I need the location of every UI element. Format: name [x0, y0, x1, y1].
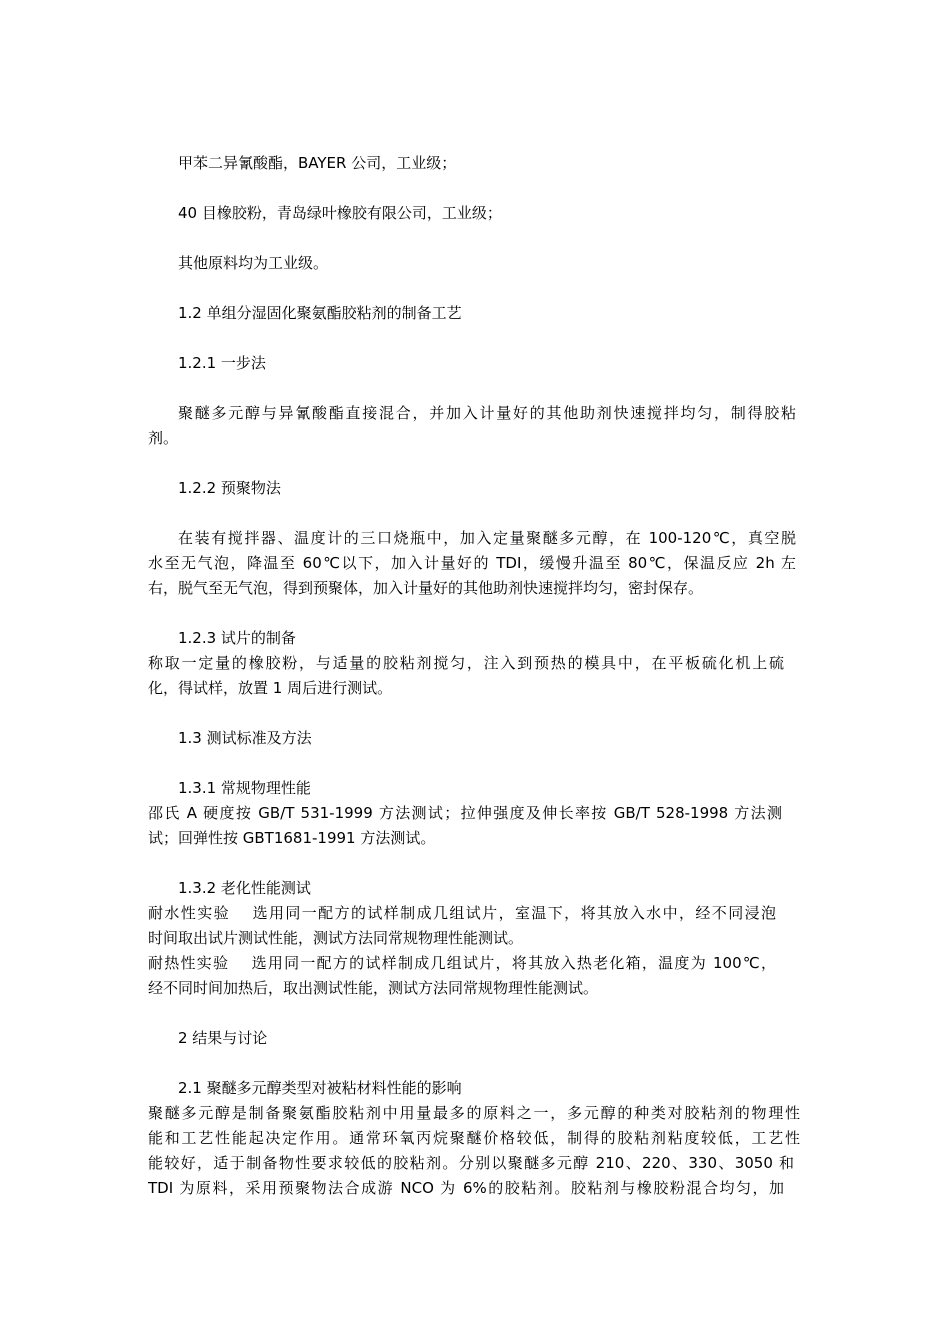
paragraph-line: 时间取出试片测试性能，测试方法同常规物理性能测试。 — [148, 929, 524, 947]
paragraph-line: 化，得试样，放置 1 周后进行测试。 — [148, 679, 393, 697]
paragraph-line: 聚醚多元醇与异氰酸酯直接混合，并加入计量好的其他助剂快速搅拌均匀，制得胶粘 — [178, 404, 796, 422]
subsection-heading: 1.2.1 一步法 — [178, 354, 266, 372]
subsection-heading: 2.1 聚醚多元醇类型对被粘材料性能的影响 — [178, 1079, 462, 1097]
paragraph-line: 邵氏 A 硬度按 GB/T 531-1999 方法测试；拉伸强度及伸长率按 GB/T 528-1998 方法测 — [148, 804, 782, 822]
paragraph-line: 聚醚多元醇是制备聚氨酯胶粘剂中用量最多的原料之一，多元醇的种类对胶粘剂的物理性 — [148, 1104, 800, 1122]
section-heading: 1.2 单组分湿固化聚氨酯胶粘剂的制备工艺 — [178, 304, 462, 322]
subsection-heading: 1.3.2 老化性能测试 — [178, 879, 311, 897]
paragraph-line: 经不同时间加热后，取出测试性能，测试方法同常规物理性能测试。 — [148, 979, 599, 997]
paragraph-line: 能和工艺性能起决定作用。通常环氧丙烷聚醚价格较低，制得的胶粘剂粘度较低，工艺性 — [148, 1129, 800, 1147]
paragraph-line: 剂。 — [148, 429, 179, 447]
paragraph-line: TDI 为原料，采用预聚物法合成游 NCO 为 6%的胶粘剂。胶粘剂与橡胶粉混合均匀，加 — [148, 1179, 784, 1197]
section-heading: 1.3 测试标准及方法 — [178, 729, 312, 747]
subsection-heading: 1.2.3 试片的制备 — [178, 629, 296, 647]
paragraph-line: 耐热性实验 选用同一配方的试样制成几组试片，将其放入热老化箱，温度为 100℃， — [148, 954, 776, 972]
paragraph-line: 称取一定量的橡胶粉，与适量的胶粘剂搅匀，注入到预热的模具中，在平板硫化机上硫 — [148, 654, 784, 672]
paragraph-line: 右，脱气至无气泡，得到预聚体，加入计量好的其他助剂快速搅拌均匀，密封保存。 — [148, 579, 704, 597]
text-line: 40 目橡胶粉，青岛绿叶橡胶有限公司，工业级； — [178, 204, 502, 222]
paragraph-line: 试；回弹性按 GBT1681-1991 方法测试。 — [148, 829, 436, 847]
text-line: 甲苯二异氰酸酯，BAYER 公司，工业级； — [178, 154, 457, 172]
text-line: 其他原料均为工业级。 — [178, 254, 329, 272]
paragraph-line: 耐水性实验 选用同一配方的试样制成几组试片，室温下，将其放入水中，经不同浸泡 — [148, 904, 776, 922]
subsection-heading: 1.2.2 预聚物法 — [178, 479, 281, 497]
paragraph-line: 水至无气泡，降温至 60℃以下，加入计量好的 TDI，缓慢升温至 80℃，保温反应 2h 左 — [148, 554, 796, 572]
paragraph-line: 在装有搅拌器、温度计的三口烧瓶中，加入定量聚醚多元醇，在 100-120℃，真空脱 — [178, 529, 796, 547]
section-heading: 2 结果与讨论 — [178, 1029, 268, 1047]
subsection-heading: 1.3.1 常规物理性能 — [178, 779, 311, 797]
paragraph-line: 能较好，适于制备物性要求较低的胶粘剂。分别以聚醚多元醇 210、220、330、3050 和 — [148, 1154, 794, 1172]
